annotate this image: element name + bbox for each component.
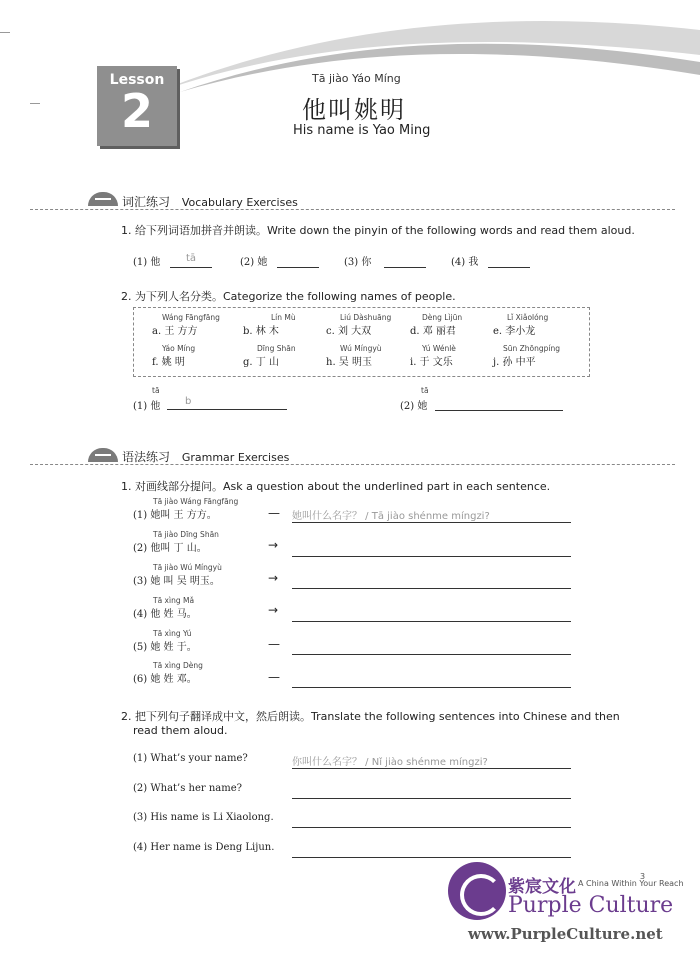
question-title: 1. 给下列词语加拼音并朗读。Write down the pinyin of the following words and read them aloud. xyxy=(121,224,635,237)
name-pinyin: Wáng Fāngfāng xyxy=(162,313,220,322)
name-pinyin: Liú Dàshuāng xyxy=(340,313,392,322)
sentence-text: His name is Li Xiaolong. xyxy=(150,812,274,823)
section-title-cn: 语法练习 xyxy=(122,450,171,464)
watermark-tagline: A China Within Your Reach xyxy=(578,879,684,888)
name-option xyxy=(410,313,462,337)
category-label xyxy=(133,397,160,412)
sentence-text: 她 叫 吴 明玉。 xyxy=(150,576,220,587)
section-title-en: Grammar Exercises xyxy=(181,451,290,464)
page-title: 他叫姚明 xyxy=(302,96,406,124)
section-divider xyxy=(30,464,675,465)
item-number: (5) xyxy=(133,642,148,653)
name-pinyin: Sūn Zhōngpíng xyxy=(503,344,561,353)
item-number: (1) xyxy=(133,753,148,764)
name-text: e. 李小龙 xyxy=(493,326,536,337)
name-text: b. 林 木 xyxy=(243,326,279,337)
sentence-text: 她 姓 于。 xyxy=(150,642,197,653)
answer-field[interactable] xyxy=(292,812,571,828)
arrow-icon: — xyxy=(268,637,280,651)
answer-field[interactable] xyxy=(292,573,571,589)
watermark-cn: 紫宸文化 xyxy=(508,877,576,897)
arrow-icon: — xyxy=(268,506,280,520)
answer-field[interactable] xyxy=(292,639,571,655)
item-number: (3) xyxy=(133,576,148,587)
lesson-number: 2 xyxy=(120,84,153,138)
item-number: (2) xyxy=(133,783,148,794)
grammar-item xyxy=(133,530,219,554)
item-word: 我 xyxy=(468,257,479,268)
item-number: (3) xyxy=(344,257,359,268)
arrow-icon: → xyxy=(268,603,279,617)
answer-pinyin: tā xyxy=(421,386,429,395)
name-text: a. 王 方方 xyxy=(152,326,198,337)
name-option xyxy=(326,344,382,368)
grammar-item xyxy=(133,629,197,653)
answer-field[interactable]: tā xyxy=(170,253,212,268)
page-subtitle: His name is Yao Ming xyxy=(293,123,431,138)
name-option xyxy=(326,313,391,337)
pinyin-item xyxy=(133,253,160,268)
question-title: 1. 对画线部分提问。Ask a question about the underlined part in each sentence. xyxy=(121,480,551,493)
lesson-badge xyxy=(97,66,177,146)
sentence-pinyin: Tā jiào Wú Míngyù xyxy=(153,563,222,572)
name-text: j. 孙 中平 xyxy=(493,357,536,368)
sentence-pinyin: Tā xìng Dèng xyxy=(153,661,203,670)
section-title-cn: 词汇练习 xyxy=(122,195,171,209)
translation-item xyxy=(133,812,274,823)
translation-item xyxy=(133,783,242,794)
item-word: 他 xyxy=(150,257,161,268)
name-pinyin: Wú Míngyù xyxy=(340,344,382,353)
answer-field[interactable]: b xyxy=(167,396,287,410)
grammar-item xyxy=(133,497,238,521)
page-number: 3 xyxy=(640,872,646,881)
item-number: (1) xyxy=(133,510,148,521)
item-number: (2) xyxy=(400,401,415,412)
grammar-item xyxy=(133,596,197,620)
item-number: (3) xyxy=(133,812,148,823)
sentence-pinyin: Tā xìng Mǎ xyxy=(153,596,195,605)
section-title-vocabulary xyxy=(122,193,298,210)
item-number: (1) xyxy=(133,257,148,268)
item-number: (6) xyxy=(133,674,148,685)
answer-field[interactable] xyxy=(292,606,571,622)
section-tab-icon xyxy=(88,448,118,462)
sentence-text: 他 姓 马。 xyxy=(150,609,197,620)
spiral-icon xyxy=(460,874,502,916)
name-option xyxy=(243,313,296,337)
watermark-url: www.PurpleCulture.net xyxy=(468,925,663,943)
item-word: 他 xyxy=(150,401,161,412)
answer-field[interactable] xyxy=(277,253,319,268)
name-option xyxy=(243,344,296,368)
arrow-icon: → xyxy=(268,571,279,585)
answer-field[interactable] xyxy=(435,396,563,411)
answer-field[interactable]: 你叫什么名字？ / Nǐ jiào shénme míngzi? xyxy=(292,753,571,769)
sentence-text: What’s her name? xyxy=(150,783,243,794)
name-text: c. 刘 大双 xyxy=(326,326,372,337)
answer-pinyin: tā xyxy=(152,386,160,395)
sentence-text: What’s your name? xyxy=(150,753,248,764)
answer-field[interactable] xyxy=(384,253,426,268)
name-text: h. 吴 明玉 xyxy=(326,357,372,368)
name-pinyin: Dīng Shān xyxy=(257,344,296,353)
sentence-text: 他叫 丁 山。 xyxy=(150,543,207,554)
item-word: 她 xyxy=(257,257,268,268)
name-option xyxy=(493,313,548,337)
answer-field[interactable] xyxy=(292,672,571,688)
name-text: i. 于 文乐 xyxy=(410,357,453,368)
answer-field[interactable] xyxy=(488,253,530,268)
sentence-pinyin: Tā jiào Dīng Shān xyxy=(153,530,219,539)
section-title-en: Vocabulary Exercises xyxy=(181,196,298,209)
sentence-pinyin: Tā jiào Wáng Fāngfāng xyxy=(153,497,239,506)
name-text: g. 丁 山 xyxy=(243,357,279,368)
name-pinyin: Lín Mù xyxy=(271,313,296,322)
translation-item xyxy=(133,753,248,764)
sentence-pinyin: Tā xìng Yú xyxy=(153,629,192,638)
arrow-icon: — xyxy=(268,670,280,684)
section-tab-icon xyxy=(88,192,118,206)
item-word: 你 xyxy=(361,257,372,268)
sentence-text: Her name is Deng Lijun. xyxy=(150,842,275,853)
name-pinyin: Dèng Lìjūn xyxy=(422,313,463,322)
item-number: (4) xyxy=(133,609,148,620)
grammar-item xyxy=(133,661,203,685)
lesson-label: Lesson xyxy=(109,72,165,88)
answer-field[interactable] xyxy=(292,783,571,799)
answer-field[interactable] xyxy=(292,541,571,557)
question-title: 2. 把下列句子翻译成中文，然后朗读。Translate the following sentences into Chinese and then xyxy=(121,710,620,723)
watermark-brand: Purple Culture xyxy=(508,893,674,918)
name-text: f. 姚 明 xyxy=(152,357,185,368)
pinyin-item xyxy=(240,253,267,268)
name-text: d. 邓 丽君 xyxy=(410,326,456,337)
name-pinyin: Yáo Míng xyxy=(162,344,196,353)
arrow-icon: → xyxy=(268,538,279,552)
pinyin-item xyxy=(344,253,371,268)
item-number: (2) xyxy=(133,543,148,554)
translation-item xyxy=(133,842,274,853)
name-option xyxy=(410,344,456,368)
sentence-text: 她叫 王 方方。 xyxy=(150,510,217,521)
question-title-cont: read them aloud. xyxy=(133,724,228,737)
answer-field[interactable] xyxy=(292,842,571,858)
sentence-text: 她 姓 邓。 xyxy=(150,674,197,685)
crop-mark xyxy=(30,103,40,104)
item-word: 她 xyxy=(417,401,428,412)
name-option xyxy=(152,344,195,368)
question-title: 2. 为下列人名分类。Categorize the following names of people. xyxy=(121,290,456,303)
grammar-item xyxy=(133,563,222,587)
answer-field[interactable]: 她叫什么名字？ / Tā jiào shénme míngzi? xyxy=(292,507,571,523)
item-number: (4) xyxy=(133,842,148,853)
pinyin-item xyxy=(451,253,478,268)
name-option xyxy=(152,313,220,337)
crop-mark xyxy=(0,32,10,33)
category-label xyxy=(400,397,427,412)
item-number: (1) xyxy=(133,401,148,412)
section-divider xyxy=(30,209,675,210)
name-option xyxy=(493,344,560,368)
name-pinyin: Lǐ Xiǎolóng xyxy=(507,313,549,322)
item-number: (2) xyxy=(240,257,255,268)
name-pinyin: Yú Wénlè xyxy=(422,344,456,353)
section-title-grammar xyxy=(122,448,289,465)
title-pinyin: Tā jiào Yáo Míng xyxy=(312,72,401,85)
item-number: (4) xyxy=(451,257,466,268)
